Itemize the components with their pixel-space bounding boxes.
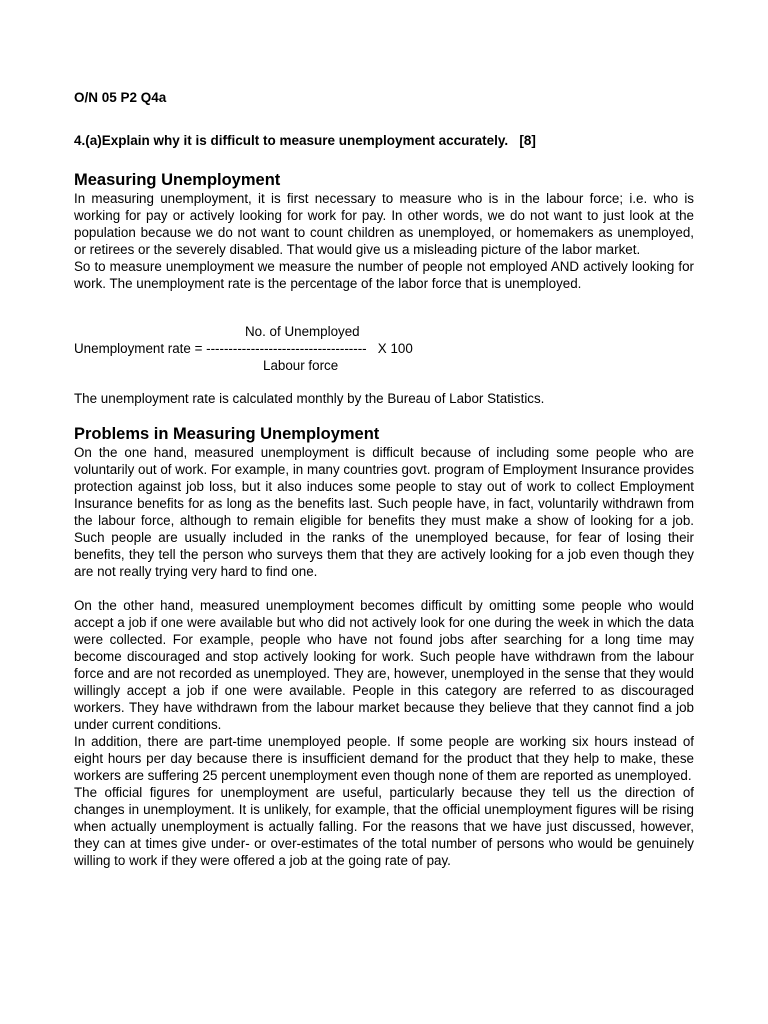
question-code: O/N 05 P2 Q4a: [74, 90, 167, 105]
formula-denominator: Labour force: [263, 358, 339, 373]
paragraph: The official figures for unemployment are useful, particularly because they tell us the direction of changes in unemployment. It is unlikely, for example, that the official unemployment figures will be rising when actually unemployment is actually falling. For the reasons that we have just discussed, however, they can at times give under- or over-estimates of the total number of persons who would be genuinely willing to work if they were offered a job at the going rate of pay.: [74, 785, 694, 868]
section-heading: Problems in Measuring Unemployment: [74, 425, 380, 443]
section-measuring: [74, 170, 694, 292]
section-heading: Measuring Unemployment: [74, 171, 281, 189]
paragraph: On the one hand, measured unemployment is difficult because of including some people who are voluntarily out of work. For example, in many countries govt. program of Employment Insurance provides protection against job loss, but it also induces some people to stay out of work to collect Employment Insurance benefits for as long as the benefits last. Such people have, in fact, voluntarily withdrawn from the labour force, although to remain eligible for benefits they must make a show of looking for a job. Such people are usually included in the ranks of the unemployed because, for fear of losing their benefits, they tell the person who surveys them that they are actively looking for a job even though they are not really trying very hard to find one.: [74, 445, 694, 579]
paragraph: So to measure unemployment we measure the number of people not employed AND actively looking for work. The unemployment rate is the percentage of the labor force that is unemployed.: [74, 259, 694, 291]
section-problems: [74, 424, 694, 869]
formula-numerator: No. of Unemployed: [245, 324, 360, 339]
paragraph: In measuring unemployment, it is first necessary to measure who is in the labour force; i.e. who is working for pay or actively looking for work for pay. In other words, we do not want to just look at the population because we do not want to count children as unemployed, or homemakers as unemployed, or retirees or the severely disabled. That would give us a misleading picture of the labor market.: [74, 191, 694, 257]
paragraph: On the other hand, measured unemployment becomes difficult by omitting some people who would accept a job if one were available but who did not actively look for one during the week in which the data were collected. For example, people who have not found jobs after searching for a long time may become discouraged and stop actively looking for work. Such people have withdrawn from the labour force and are not recorded as unemployed. They are, however, unemployed in the sense that they would willingly accept a job if one were available. People in this category are referred to as discouraged workers. They have withdrawn from the labour market because they believe that they cannot find a job under current conditions.: [74, 598, 694, 732]
question-text: 4.(a)Explain why it is difficult to measure unemployment accurately. [8]: [74, 133, 536, 148]
formula-main-line: Unemployment rate = ------------------------------------ X 100: [74, 341, 413, 356]
calc-note: The unemployment rate is calculated monthly by the Bureau of Labor Statistics.: [74, 391, 545, 406]
paragraph-gap: [74, 580, 694, 597]
paragraph: In addition, there are part-time unemployed people. If some people are working six hours instead of eight hours per day because there is insufficient demand for the product that they help to make, these workers are suffering 25 percent unemployment even though none of them are reported as unemployed.: [74, 734, 694, 783]
